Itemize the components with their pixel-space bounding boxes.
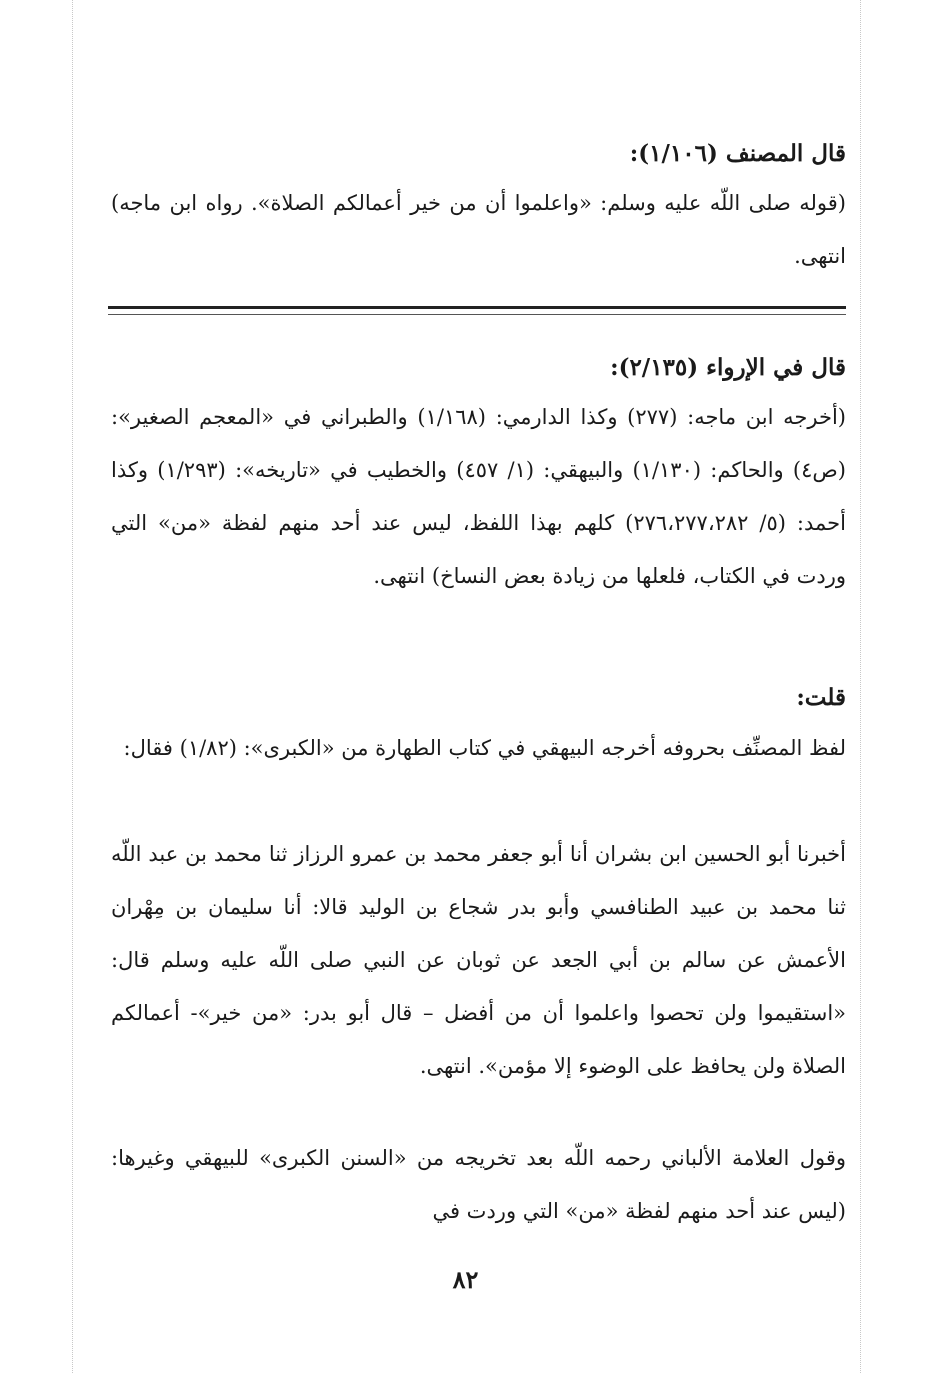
author-heading: قال المصنف (١/١٠٦):: [629, 140, 846, 167]
double-rule-top: [108, 306, 846, 309]
scan-guide-line: [72, 0, 73, 1373]
qultu-heading: قلت:: [796, 684, 846, 711]
irwa-heading: قال في الإرواء (٢/١٣٥):: [610, 354, 846, 381]
paragraph-isnad: أخبرنا أبو الحسين ابن بشران أنا أبو جعفر محمد بن عمرو الرزاز ثنا محمد بن عبد اللّه ثنا محمد بن عبيد الطنافسي وأبو بدر شجاع بن الوليد قالا: أنا سليمان بن مِهْران الأعمش عن سالم بن أبي الجعد عن ثوبان عن النبي صلى اللّه عليه وسلم قال: «استقيموا ولن تحصوا واعلموا أن من أفضل – قال أبو بدر: «من خير»- أعمالكم الصلاة ولن يحافظ على الوضوء إلا مؤمن». انتهى.: [111, 842, 846, 1078]
page-number: ٨٢: [452, 1265, 479, 1294]
double-rule-bottom: [108, 314, 846, 315]
scan-guide-line: [860, 0, 861, 1373]
paragraph-lafz-musannif: لفظ المصنِّف بحروفه أخرجه البيهقي في كتاب الطهارة من «الكبرى»: (١/٨٢) فقال:: [123, 736, 846, 760]
author-quote: (قوله صلى اللّه عليه وسلم: «واعلموا أن من خير أعمالكم الصلاة». رواه ابن ماجه) انتهى.: [111, 191, 846, 268]
paragraph-albani: وقول العلامة الألباني رحمه اللّه بعد تخريجه من «السنن الكبرى» للبيهقي وغيرها: (ليس عند أحد منهم لفظة «من» التي وردت في: [111, 1146, 846, 1223]
irwa-takhrij-text: (أخرجه ابن ماجه: (٢٧٧) وكذا الدارمي: (١/١٦٨) والطبراني في «المعجم الصغير»: (ص٤) والحاكم: (١/١٣٠) والبيهقي: (١/ ٤٥٧) والخطيب في «تاريخه»: (١/٢٩٣) وكذا أحمد: (٥/ ٢٧٦،٢٧٧،٢٨٢) كلهم بهذا اللفظ، ليس عند أحد منهم لفظة «من» التي وردت في الكتاب، فلعلها من زيادة بعض النساخ) انتهى.: [111, 405, 847, 588]
